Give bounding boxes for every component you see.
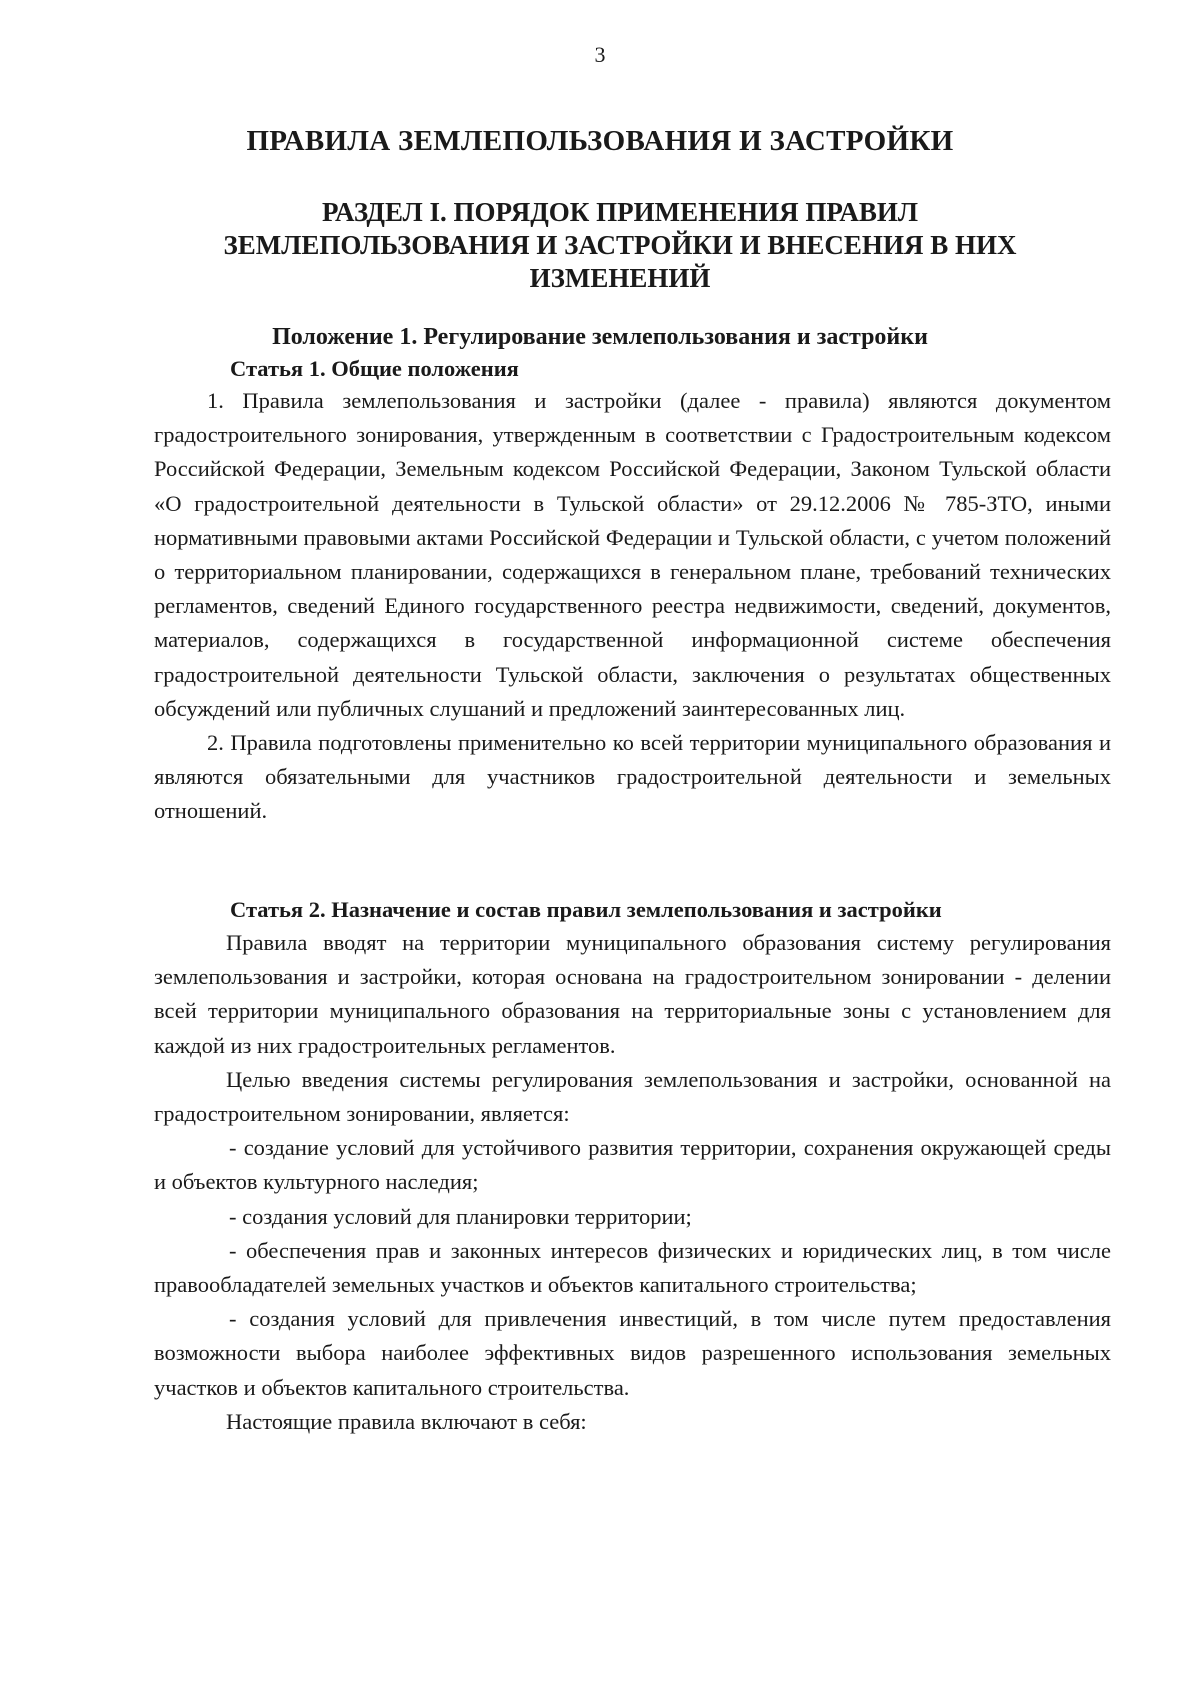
article-2-body (154, 926, 1111, 1439)
article-1-paragraph-1: 1. Правила землепользования и застройки (далее - правила) являются документом градостроительного зонирования, утвержденным в соответствии с Градостроительным кодексом Российской Федерации, Земельным кодексом Российской Федерации, Законом Тульской области «О градостроительной деятельности в Тульской области» от 29.12.2006 № 785-ЗТО, иными нормативными правовыми актами Российской Федерации и Тульской области, с учетом положений о территориальном планировании, содержащихся в генеральном плане, требований технических регламентов, сведений Единого государственного реестра недвижимости, сведений, документов, материалов, содержащихся в государственной информационной системе обеспечения градостроительной деятельности Тульской области, заключения о результатах общественных обсуждений или публичных слушаний и предложений заинтересованных лиц. (154, 388, 1111, 721)
article-2-paragraph-3: Настоящие правила включают в себя: (226, 1408, 587, 1434)
article-1-body (154, 384, 1111, 829)
article-2-bullet-1: - создание условий для устойчивого развития территории, сохранения окружающей среды и объектов культурного наследия; (154, 1135, 1111, 1195)
article-2-bullet-4: - создания условий для привлечения инвестиций, в том числе путем предоставления возможности выбора наиболее эффективных видов разрешенного использования земельных участков и объектов капитального строительства. (154, 1306, 1111, 1400)
article-2-bullet-2: - создания условий для планировки территории; (229, 1203, 692, 1229)
article-2-paragraph-2: Целью введения системы регулирования землепользования и застройки, основанной на градостроительном зонировании, является: (154, 1066, 1111, 1127)
article-1-paragraph-2: 2. Правила подготовлены применительно ко всей территории муниципального образования и являются обязательными для участников градостроительной деятельности и земельных отношений. (154, 730, 1111, 824)
article-2-paragraph-1: Правила вводят на территории муниципального образования систему регулирования землепользования и застройки, которая основана на градостроительном зонировании - делении всей территории муниципального образования на территориальные зоны с установлением для каждой из них градостроительных регламентов. (154, 930, 1111, 1058)
section-title: РАЗДЕЛ I. ПОРЯДОК ПРИМЕНЕНИЯ ПРАВИЛ ЗЕМЛЕПОЛЬЗОВАНИЯ И ЗАСТРОЙКИ И ВНЕСЕНИЯ В НИХ ИЗМЕНЕНИЙ (223, 197, 1017, 293)
article-2-bullet-3: - обеспечения прав и законных интересов физических и юридических лиц, в том числе правообладателей земельных участков и объектов капитального строительства; (154, 1237, 1111, 1298)
article-1-heading: Статья 1. Общие положения (230, 356, 519, 381)
document-title: ПРАВИЛА ЗЕМЛЕПОЛЬЗОВАНИЯ И ЗАСТРОЙКИ (246, 125, 954, 157)
page-number: 3 (594, 42, 606, 67)
chapter-title: Положение 1. Регулирование землепользования и застройки (272, 324, 928, 350)
article-2-heading: Статья 2. Назначение и состав правил землепользования и застройки (230, 897, 942, 922)
